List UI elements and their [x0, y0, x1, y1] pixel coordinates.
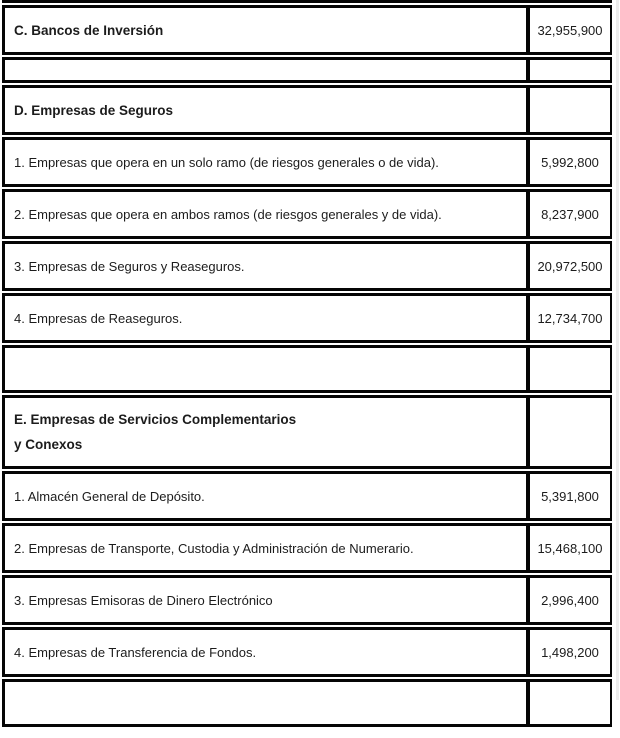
amount-value: 15,468,100 [537, 540, 603, 556]
table-row-spacer [2, 57, 612, 83]
label-cell [2, 137, 526, 187]
label-cell [2, 471, 526, 521]
item-label: 1. Almacén General de Depósito. [14, 488, 205, 504]
amount-cell [526, 85, 612, 135]
table-row-item-d2 [2, 189, 612, 239]
label-cell [2, 5, 526, 55]
amount-cell [526, 293, 612, 343]
amount-value: 5,391,800 [541, 488, 599, 504]
item-label: 4. Empresas de Transferencia de Fondos. [14, 644, 257, 660]
item-label: 3. Empresas de Seguros y Reaseguros. [14, 258, 245, 274]
table-row-section-e [2, 395, 612, 469]
label-cell [2, 0, 526, 3]
amount-cell [526, 0, 612, 3]
table-row-cutoff [2, 0, 612, 3]
table-row-item-d1 [2, 137, 612, 187]
item-label: 2. Empresas que opera en ambos ramos (de riesgos generales y de vida). [14, 206, 442, 222]
label-cell [2, 85, 526, 135]
label-cell [2, 345, 526, 393]
amount-cell [526, 395, 612, 469]
section-label: C. Bancos de Inversión [14, 22, 164, 38]
label-cell [2, 57, 526, 83]
table-row-item-e4 [2, 627, 612, 677]
table-container [2, 0, 614, 738]
amount-cell [526, 523, 612, 573]
label-cell [2, 627, 526, 677]
amount-value: 12,734,700 [537, 310, 603, 326]
table-row-spacer [2, 345, 612, 393]
amount-value: 20,972,500 [537, 258, 603, 274]
amount-cell [526, 575, 612, 625]
amount-cell [526, 241, 612, 291]
item-label: 3. Empresas Emisoras de Dinero Electrónico [14, 592, 273, 608]
amount-cell [526, 627, 612, 677]
label-cell [2, 395, 526, 469]
table-row-item-e1 [2, 471, 612, 521]
item-label: 4. Empresas de Reaseguros. [14, 310, 183, 326]
table-row-item-d4 [2, 293, 612, 343]
amount-value: 1,498,200 [541, 644, 599, 660]
table-row-item-e3 [2, 575, 612, 625]
table-row-item-e2 [2, 523, 612, 573]
label-cell [2, 523, 526, 573]
amount-cell [526, 345, 612, 393]
table-row-section-c [2, 5, 612, 55]
section-label-line1: E. Empresas de Servicios Complementarios [14, 412, 297, 427]
section-label: D. Empresas de Seguros [14, 102, 174, 118]
label-cell [2, 575, 526, 625]
section-label-line2: y Conexos [14, 437, 83, 452]
label-cell [2, 241, 526, 291]
amount-cell [526, 5, 612, 55]
amount-value: 2,996,400 [541, 592, 599, 608]
capital-requirements-table [2, 0, 612, 729]
table-row-item-d3 [2, 241, 612, 291]
label-cell [2, 189, 526, 239]
table-row-section-d [2, 85, 612, 135]
amount-cell [526, 679, 612, 727]
amount-value: 8,237,900 [541, 206, 599, 222]
table-row-spacer [2, 679, 612, 727]
scan-edge-artifact [616, 0, 619, 700]
amount-cell [526, 57, 612, 83]
amount-cell [526, 471, 612, 521]
amount-cell [526, 137, 612, 187]
amount-cell [526, 189, 612, 239]
label-cell [2, 293, 526, 343]
label-cell [2, 679, 526, 727]
item-label: 2. Empresas de Transporte, Custodia y Administración de Numerario. [14, 540, 414, 556]
amount-value: 5,992,800 [541, 154, 599, 170]
item-label: 1. Empresas que opera en un solo ramo (de riesgos generales o de vida). [14, 154, 439, 170]
amount-value: 32,955,900 [537, 22, 603, 38]
